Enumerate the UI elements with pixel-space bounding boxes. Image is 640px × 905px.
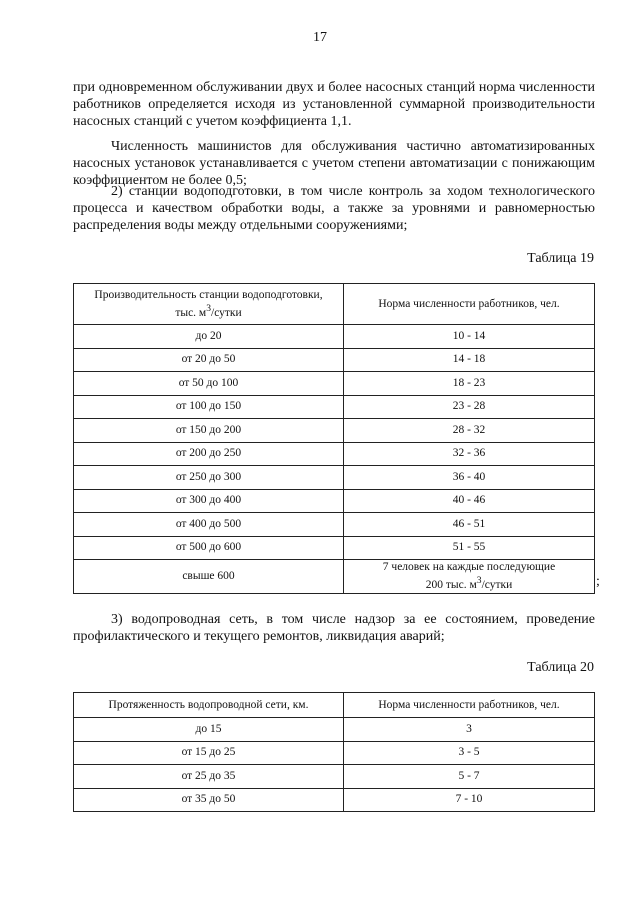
table19-cell-capacity: от 100 до 150 [74,395,344,419]
table19-header-norm: Норма численности работников, чел. [344,284,595,325]
table19-cell-capacity: от 50 до 100 [74,372,344,396]
table-row [74,513,595,537]
table20-caption: Таблица 20 [527,660,594,675]
table19-cell-capacity: от 150 до 200 [74,419,344,443]
table20-header-length: Протяженность водопроводной сети, км. [74,693,344,718]
table20-header-norm: Норма численности работников, чел. [344,693,595,718]
table-row [74,466,595,490]
table20-cell-norm: 7 - 10 [344,788,595,812]
table19-cell-norm: 51 - 55 [344,536,595,560]
table19-cell-capacity: от 300 до 400 [74,489,344,513]
table-row [74,419,595,443]
table20-cell-norm: 3 - 5 [344,741,595,765]
paragraph-machinists: Численность машинистов для обслуживания частично автоматизированных насосных установок устанавливается с учетом степени автоматизации с понижающим коэффициентом не более 0,5; [73,139,595,188]
table-row [74,489,595,513]
table20-cell-length: от 35 до 50 [74,788,344,812]
table19-cell-capacity: от 250 до 300 [74,466,344,490]
table19 [73,283,595,594]
table19-cell-norm: 36 - 40 [344,466,595,490]
table20-cell-length: до 15 [74,718,344,742]
table19-cell-capacity: от 200 до 250 [74,442,344,466]
table-row [74,395,595,419]
table20-cell-length: от 15 до 25 [74,741,344,765]
table20-header-row [74,693,595,718]
table19-trailing-semicolon: ; [596,574,600,589]
table-row [74,741,595,765]
table19-cell-norm: 28 - 32 [344,419,595,443]
table-row [74,560,595,594]
table-row [74,718,595,742]
paragraph-water-treatment: 2) станции водоподготовки, в том числе контроль за ходом технологического процесса и качеством обработки воды, а также за уровнями и равномерностью распределения воды между отдельными сооружениями; [73,184,595,233]
table19-cell-norm: 18 - 23 [344,372,595,396]
table-row [74,765,595,789]
table19-cell-norm: 14 - 18 [344,348,595,372]
table20-cell-norm: 3 [344,718,595,742]
table19-cell-norm: 40 - 46 [344,489,595,513]
table-row [74,788,595,812]
table-row [74,442,595,466]
table19-cell-capacity: от 400 до 500 [74,513,344,537]
paragraph-pumping-stations: при одновременном обслуживании двух и более насосных станций норма численности работников определяется исходя из установленной суммарной производительности насосных станций с учетом коэффициента 1,1. [73,80,595,129]
table-row [74,348,595,372]
table-row [74,536,595,560]
table20-cell-length: от 25 до 35 [74,765,344,789]
paragraph-water-network: 3) водопроводная сеть, в том числе надзор за ее состоянием, проведение профилактического и текущего ремонтов, ликвидация аварий; [73,612,595,644]
table19-cell-norm: 46 - 51 [344,513,595,537]
table20-cell-norm: 5 - 7 [344,765,595,789]
table19-header-capacity: Производительность станции водоподготовки, тыс. $м^3$/сутки [74,284,344,325]
table20 [73,692,595,812]
table19-header-row [74,284,595,325]
table19-cell-capacity: от 20 до 50 [74,348,344,372]
table19-cell-norm: 32 - 36 [344,442,595,466]
table-row [74,372,595,396]
table19-cell-capacity: свыше 600 [74,560,344,594]
table19-caption: Таблица 19 [527,251,594,266]
page-number: 17 [313,30,327,45]
table19-cell-capacity: от 500 до 600 [74,536,344,560]
table19-cell-norm: 23 - 28 [344,395,595,419]
table-row [74,325,595,349]
table19-cell-capacity: до 20 [74,325,344,349]
table19-cell-norm: 10 - 14 [344,325,595,349]
table19-cell-norm: 7 человек на каждые последующие 200 тыс. $м^3$/сутки [344,560,595,594]
